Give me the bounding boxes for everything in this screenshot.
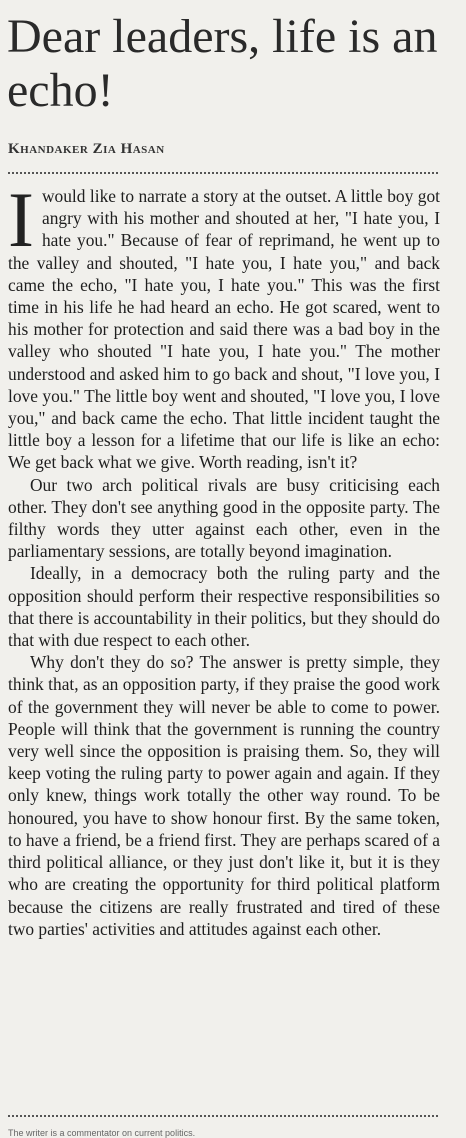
top-dotted-divider (8, 172, 438, 174)
article-paragraph-3: Ideally, in a democracy both the ruling party and the opposition should perform their respective responsibilities so that there is accountability in their politics, but they should do that with due respect to each other. (8, 563, 440, 651)
author-footnote: The writer is a commentator on current politics. (8, 1128, 196, 1138)
drop-cap: I (8, 176, 34, 263)
headline: Dear leaders, life is an echo! (7, 10, 438, 117)
byline: Khandaker Zia Hasan (8, 141, 165, 157)
article-paragraph-4: Why don't they do so? The answer is pretty simple, they think that, as an opposition party, if they praise the good work of the government they will never be able to come to power. People will think that the government is running the country very well since the opposition is praising them. So, they will keep voting the ruling party to power again and again. If they only knew, things work totally the other way round. To be honoured, you have to show honour first. By the same token, to have a friend, be a friend first. They are perhaps scared of a third political alliance, or they just don't like it, but it is they who are creating the opportunity for third political platform because the citizens are really frustrated and tired of these two parties' activities and attitudes against each other. (8, 652, 440, 939)
bottom-dotted-divider (8, 1115, 438, 1117)
article-paragraph-2: Our two arch political rivals are busy criticising each other. They don't see anything good in the opposite party. The filthy words they utter against each other, even in the parliamentary sessions, are totally beyond imagination. (8, 474, 440, 562)
article-paragraph-1 (8, 176, 440, 474)
paragraph-text: would like to narrate a story at the outset. A little boy got angry with his mother and shouted at her, "I hate you, I hate you." Because of fear of reprimand, he went up to the valley and shouted, "I hate you, I hate you," and back came the echo, "I hate you, I hate you." This was the first time in his life he had heard an echo. He got scared, went to his mother for protection and said there was a bad boy in the valley who shouted "I hate you, I hate you." The mother understood and asked him to go back and shout, "I love you, I love you." The little boy went and shouted, "I love you, I love you," and back came the echo. That little incident taught the little boy a lesson for a lifetime that our life is like an echo: We get back what we give. Worth reading, isn't it? (8, 186, 440, 473)
article-body (8, 176, 440, 940)
